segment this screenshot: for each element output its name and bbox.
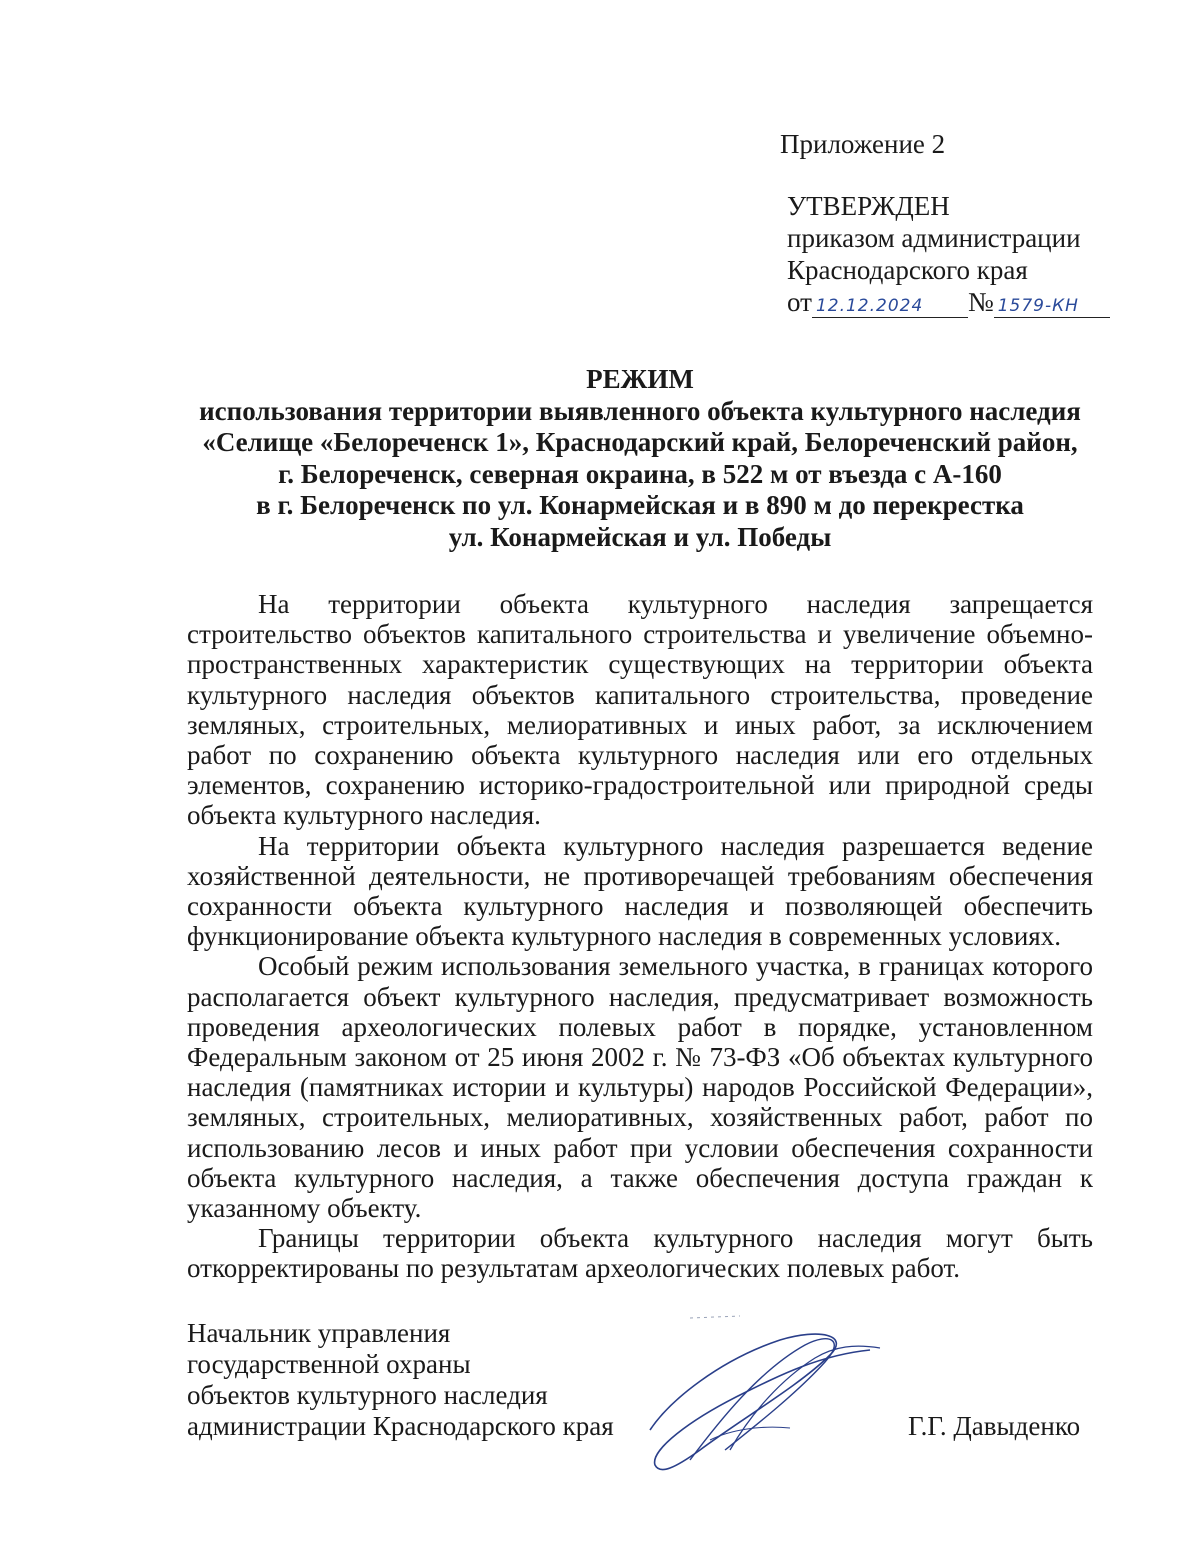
document-body	[187, 589, 1093, 1284]
paragraph-special-regime: Особый режим использования земельного участка, в границах которого располагается объект культурного наследия, предусматривает возможность проведения археологических полевых работ в порядке, установленном Федеральным законом от 25 июня 2002 г. № 73-ФЗ «Об объектах культурного наследия (памятниках истории и культуры) народов Российской Федерации», земляных, строительных, мелиоративных, хозяйственных работ, работ по использованию лесов и иных работ при условии обеспечения сохранности объекта культурного наследия, а также обеспечения доступа граждан к указанному объекту.	[187, 951, 1093, 1224]
document-title	[150, 364, 1130, 553]
number-prefix: №	[967, 287, 994, 317]
title-line-2: «Селище «Белореченск 1», Краснодарский край, Белореченский район,	[202, 427, 1078, 457]
approval-line-1: УТВЕРЖДЕН	[787, 191, 950, 221]
title-heading: РЕЖИМ	[586, 364, 694, 394]
approval-date-number	[787, 286, 1110, 318]
attachment-label: Приложение 2	[780, 129, 946, 159]
signer-position-line-4: администрации Краснодарского края	[187, 1411, 614, 1441]
handwritten-signature	[630, 1300, 890, 1490]
signer-position	[187, 1318, 614, 1442]
date-prefix: от	[787, 287, 812, 317]
title-line-4: в г. Белореченск по ул. Конармейская и в 890 м до перекрестка	[256, 490, 1024, 520]
paragraph-boundaries: Границы территории объекта культурного наследия могут быть откорректированы по результатам археологических полевых работ.	[187, 1223, 1093, 1284]
signer-position-line-3: объектов культурного наследия	[187, 1380, 548, 1410]
signer-position-line-1: Начальник управления	[187, 1318, 451, 1348]
signer-name: Г.Г. Давыденко	[908, 1411, 1081, 1441]
approval-stamp	[787, 190, 1110, 318]
title-line-5: ул. Конармейская и ул. Победы	[448, 521, 832, 552]
title-line-1: использования территории выявленного объекта культурного наследия	[199, 395, 1081, 426]
approval-line-2: приказом администрации	[787, 223, 1081, 253]
signer-position-line-2: государственной охраны	[187, 1349, 471, 1379]
paragraph-prohibitions: На территории объекта культурного наследия запрещается строительство объектов капитального строительства и увеличение объемно-пространственных характеристик существующих на территории объекта культурного наследия объектов капитального строительства, проведение земляных, строительных, мелиоративных и иных работ, за исключением работ по сохранению объекта культурного наследия или его отдельных элементов, сохранению историко-градостроительной или природной среды объекта культурного наследия.	[187, 589, 1093, 831]
title-line-3: г. Белореченск, северная окраина, в 522 м от въезда с А-160	[278, 458, 1002, 489]
handwritten-date: 12.12.2024	[812, 295, 968, 318]
approval-line-3: Краснодарского края	[787, 255, 1028, 285]
handwritten-number: 1579-КН	[994, 295, 1110, 318]
paragraph-permitted-activity: На территории объекта культурного наследия разрешается ведение хозяйственной деятельности, не противоречащей требованиям обеспечения сохранности объекта культурного наследия и позволяющей обеспечить функционирование объекта культурного наследия в современных условиях.	[187, 830, 1093, 952]
